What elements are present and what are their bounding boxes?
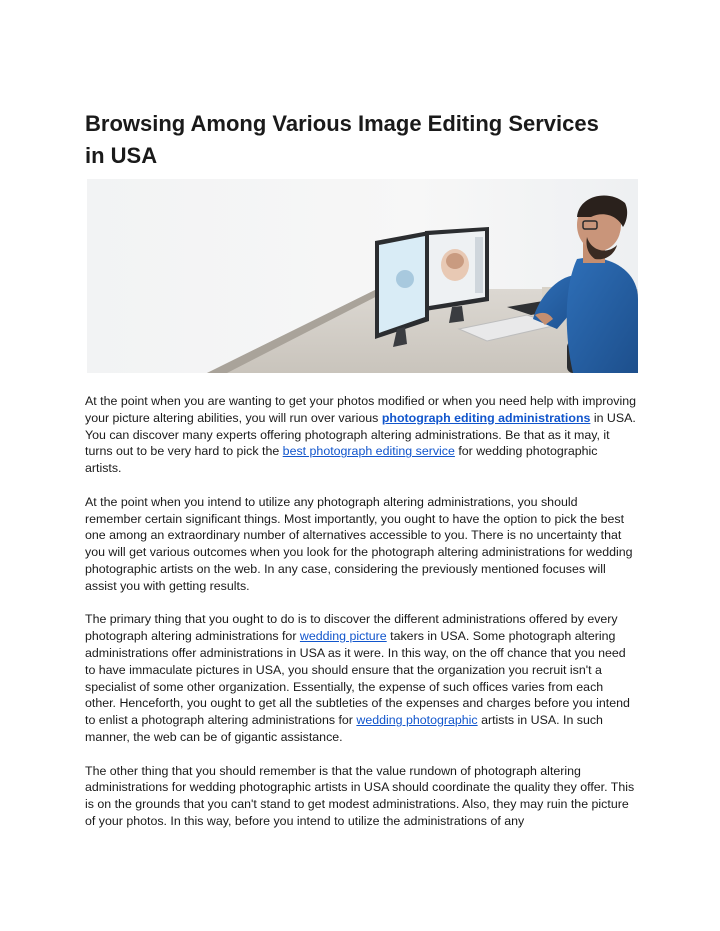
paragraph-3-text-c: artists in USA. In such manner, the web can be of gigantic assistance. (85, 713, 603, 744)
paragraph-3-text-b: takers in USA. Some photograph altering administrations offer administrations in USA as it were. In this way, on the off chance that you need to have immaculate pictures in USA, you should ensure that the organization you recruit isn't a specialist of some other organization. Essentially, the expense of such offices varies from each other. Henceforth, you ought to get all the subtleties of the expenses and charges before you intend to enlist a photograph altering administrations for (85, 629, 630, 728)
paragraph-3 (85, 611, 637, 745)
link-best-photograph-editing-service[interactable]: best photograph editing service (282, 444, 455, 459)
article-body (85, 393, 637, 847)
hero-photo-editor-image (87, 179, 638, 373)
paragraph-3-text-a: The primary thing that you ought to do is to discover the different administrations offered by every photograph altering administrations for (85, 612, 618, 644)
paragraph-2: At the point when you intend to utilize any photograph altering administrations, you should remember certain significant things. Most importantly, you ought to have the option to pick the best one among an extraordinary number of alternatives accessible to you. There is no uncertainty that you will get various outcomes when you look for the photograph altering administrations for wedding photographic artists on the web. In any case, considering the previously mentioned focuses will assist you with getting results. (85, 494, 633, 593)
paragraph-4: The other thing that you should remember is that the value rundown of photograph altering administrations for wedding photographic artists in USA should coordinate the quality they offer. This is on the grounds that you can't stand to get modest administrations. Also, they may ruin the picture of your photos. In this way, before you intend to utilize the administrations of any (85, 763, 635, 828)
link-photograph-editing-administrations[interactable]: photograph editing administrations (381, 410, 591, 425)
paragraph-1-text-c: for wedding photographic artists. (85, 444, 598, 476)
link-wedding-photographic[interactable]: wedding photographic (356, 713, 478, 728)
paragraph-1-text-a: At the point when you are wanting to get your photos modified or when you need help with improving your picture altering abilities, you will run over various (85, 394, 637, 425)
paragraph-1 (85, 393, 637, 477)
paragraph-1-text-b: in USA. You can discover many experts offering photograph altering administrations. Be that as it may, it turns out to be very hard to pick the (85, 410, 636, 459)
document-title: Browsing Among Various Image Editing Services in USA (85, 111, 599, 168)
link-wedding-picture[interactable]: wedding picture (299, 629, 387, 644)
